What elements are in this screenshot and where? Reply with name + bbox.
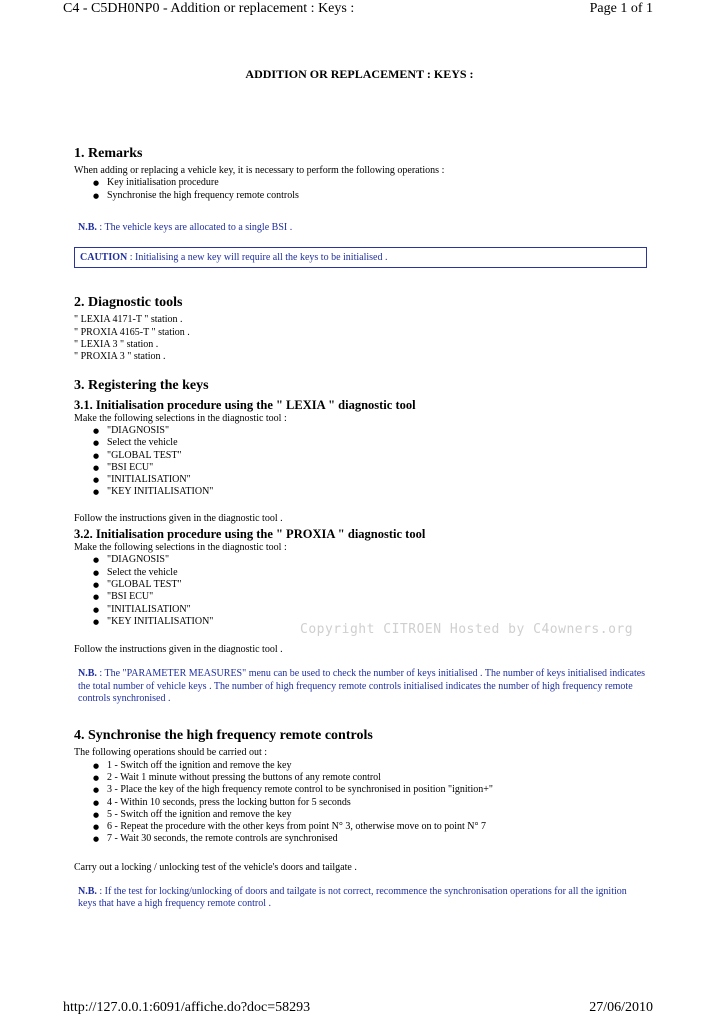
subsection-3-1-list — [74, 425, 646, 499]
note-label: N.B. — [78, 885, 97, 897]
subsection-3-2-intro: Make the following selections in the diagnostic tool : — [74, 542, 287, 554]
subsection-3-1-follow: Follow the instructions given in the diagnostic tool . — [74, 512, 283, 524]
tool-item: " PROXIA 3 " station . — [74, 351, 166, 363]
tool-item: " PROXIA 4165-T " station . — [74, 326, 190, 338]
tool-item: " LEXIA 3 " station . — [74, 339, 159, 351]
list-item: ● 4 - Within 10 seconds, press the locking button for 5 seconds — [107, 797, 646, 809]
tool-list — [74, 314, 646, 363]
section-1-note — [74, 222, 646, 234]
section-1-intro: When adding or replacing a vehicle key, it is necessary to perform the following operations : — [74, 165, 445, 176]
section-4-title: 4. Synchronise the high frequency remote controls — [74, 728, 373, 744]
subsection-3-2-title: 3.2. Initialisation procedure using the " PROXIA " diagnostic tool — [74, 527, 426, 542]
subsection-3-1-intro: Make the following selections in the diagnostic tool : — [74, 412, 287, 424]
list-item: ● Key initialisation procedure — [107, 177, 646, 189]
list-item: ● "KEY INITIALISATION" — [107, 616, 646, 628]
list-item: ● "INITIALISATION" — [107, 604, 646, 616]
list-item: ● "DIAGNOSIS" — [107, 425, 646, 437]
footer-date: 27/06/2010 — [589, 1000, 653, 1015]
list-item: ● Select the vehicle — [107, 567, 646, 579]
watermark: Copyright CITROEN Hosted by C4owners.org — [300, 622, 634, 637]
document-body — [74, 145, 646, 911]
note-text: : The "PARAMETER MEASURES" menu can be used to check the number of keys initialised . The number of keys initialised indicates the total number of vehicle keys . The number of high frequency remote controls initialised indicates the number of high frequency remote controls synchronised . — [78, 668, 646, 705]
caution-box — [74, 247, 647, 268]
list-item: ● 5 - Switch off the ignition and remove the key — [107, 809, 646, 821]
caution-label: CAUTION — [80, 252, 128, 264]
list-item: ● 6 - Repeat the procedure with the other keys from point N° 3, otherwise move on to point N° 7 — [107, 821, 646, 833]
tool-item: " LEXIA 4171-T " station . — [74, 314, 183, 326]
section-3-title: 3. Registering the keys — [74, 377, 209, 393]
page-number: Page 1 of 1 — [589, 1, 653, 16]
list-item: ● 7 - Wait 30 seconds, the remote controls are synchronised — [107, 833, 646, 845]
list-item: ● "DIAGNOSIS" — [107, 554, 646, 566]
caution-text: : Initialising a new key will require all the keys to be initialised . — [127, 252, 388, 264]
list-item: ● "GLOBAL TEST" — [107, 450, 646, 462]
page-header-title: C4 - C5DH0NP0 - Addition or replacement : Keys : — [63, 1, 355, 16]
list-item: ● "KEY INITIALISATION" — [107, 486, 646, 498]
section-2-title: 2. Diagnostic tools — [74, 295, 183, 311]
section-1-list — [74, 177, 646, 202]
list-item: ● "INITIALISATION" — [107, 474, 646, 486]
footer-url: http://127.0.0.1:6091/affiche.do?doc=58293 — [63, 1000, 311, 1015]
subsection-3-2-follow: Follow the instructions given in the diagnostic tool . — [74, 644, 283, 656]
section-4-intro: The following operations should be carried out : — [74, 747, 268, 759]
note-label: N.B. — [78, 668, 97, 680]
section-3-note — [74, 668, 646, 705]
section-1-title: 1. Remarks — [74, 146, 143, 161]
note-text: : The vehicle keys are allocated to a single BSI . — [96, 221, 293, 233]
subsection-3-2-list — [74, 554, 646, 628]
list-item: ● Select the vehicle — [107, 437, 646, 449]
section-4-list — [74, 760, 646, 846]
note-label: N.B. — [78, 221, 97, 233]
section-4-carry: Carry out a locking / unlocking test of the vehicle's doors and tailgate . — [74, 861, 357, 873]
list-item: ● "GLOBAL TEST" — [107, 579, 646, 591]
list-item: ● 1 - Switch off the ignition and remove the key — [107, 760, 646, 772]
list-item: ● 2 - Wait 1 minute without pressing the buttons of any remote control — [107, 772, 646, 784]
list-item: ● "BSI ECU" — [107, 462, 646, 474]
section-4-note — [74, 886, 646, 911]
document-title: ADDITION OR REPLACEMENT : KEYS : — [245, 67, 474, 81]
list-item: ● Synchronise the high frequency remote controls — [107, 190, 646, 202]
list-item: ● "BSI ECU" — [107, 591, 646, 603]
list-item: ● 3 - Place the key of the high frequency remote control to be synchronised in position "ignition+" — [107, 784, 646, 796]
subsection-3-1-title: 3.1. Initialisation procedure using the " LEXIA " diagnostic tool — [74, 397, 416, 412]
note-text: : If the test for locking/unlocking of doors and tailgate is not correct, recommence the synchronisation operations for all the ignition keys that have a high frequency remote control . — [78, 885, 627, 910]
